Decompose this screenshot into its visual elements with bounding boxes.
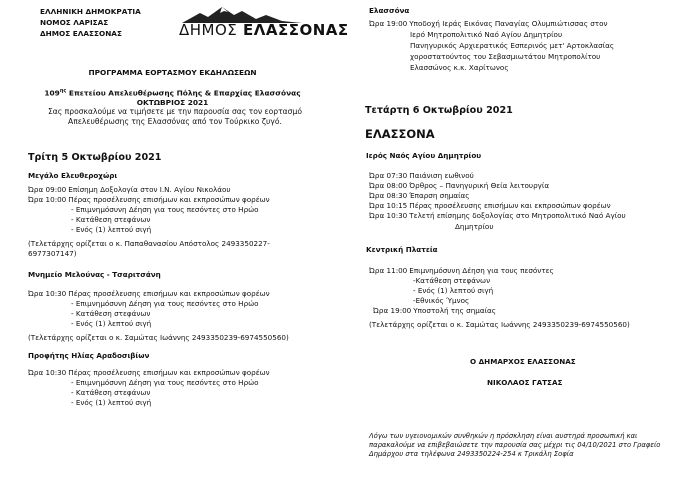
- city-heading: ΕΛΑΣΣΟΝΑ: [365, 127, 435, 141]
- contact-line: (Τελετάρχης ορίζεται ο κ. Σαμώτας Ιωάννης 2493350239-6974550560): [28, 333, 289, 342]
- schedule-row: [28, 289, 270, 298]
- time-label: Ώρα: [369, 181, 385, 190]
- header-line: ΔΗΜΟΣ ΕΛΑΣΣΟΝΑΣ: [40, 29, 122, 38]
- event-text: Όρθρος – Πανηγυρική Θεία λειτουργία: [409, 181, 550, 190]
- contact-line: 6977307147): [28, 249, 77, 258]
- time-label: Ώρα: [28, 195, 44, 204]
- section-title: Μεγάλο Ελευθεροχώρι: [28, 171, 118, 180]
- logo-word: ΕΛΑΣΣΟΝΑΣ: [243, 21, 349, 39]
- program-title: ΠΡΟΓΡΑΜΜΑ ΕΟΡΤΑΣΜΟΥ ΕΚΔΗΛΩΣΕΩΝ: [88, 68, 257, 77]
- schedule-row: [28, 195, 270, 204]
- time-value: 10:00: [45, 195, 67, 204]
- signatory-role: Ο ΔΗΜΑΡΧΟΣ ΕΛΑΣΣΟΝΑΣ: [470, 357, 576, 366]
- event-item: - Ενός (1) λεπτού σιγή: [71, 398, 152, 407]
- event-item: -Εθνικός Ύμνος: [413, 296, 470, 305]
- time-label: Ώρα: [373, 306, 389, 315]
- header-line: ΕΛΛΗΝΙΚΗ ΔΗΜΟΚΡΑΤΙΑ: [40, 7, 141, 16]
- event-item: - Επιμνημόσυνη Δέηση για τους πεσόντες στο Ηρώο: [71, 205, 259, 214]
- time-value: 10:30: [45, 368, 67, 377]
- schedule-row: [369, 171, 474, 180]
- event-text: Πέρας προσέλευσης επισήμων και εκπροσώπων φορέων: [68, 195, 270, 204]
- event-text: Επιμνημόσυνη Δέηση για τους πεσόντες: [409, 266, 554, 275]
- invitation-line: Απελευθέρωσης της Ελασσόνας από τον Τούρκικο ζυγό.: [68, 117, 282, 126]
- time-label: Ώρα: [369, 211, 385, 220]
- header-line: ΝΟΜΟΣ ΛΑΡΙΣΑΣ: [40, 18, 109, 27]
- time-label: Ώρα: [28, 368, 44, 377]
- event-item: χοροστατούντος του Σεβασμιωτάτου Μητροπολίτου: [410, 52, 601, 61]
- time-label: Ώρα: [28, 185, 44, 194]
- ordinal-suffix: ης: [59, 88, 67, 94]
- time-value: 08:30: [386, 191, 408, 200]
- section-title: Κεντρική Πλατεία: [366, 245, 438, 254]
- time-label: Ώρα: [369, 19, 385, 28]
- time-value: 07:30: [386, 171, 408, 180]
- event-item: Πανηγυρικός Αρχιερατικός Εσπερινός μετ' Αρτοκλασίας: [410, 41, 615, 50]
- schedule-row: [369, 19, 608, 28]
- event-item: - Ενός (1) λεπτού σιγή: [413, 286, 494, 295]
- section-title: Ιερός Ναός Αγίου Δημητρίου: [366, 151, 482, 160]
- time-value: 09:00: [45, 185, 67, 194]
- issuer-header: [40, 6, 141, 39]
- logo-word: ΔΗΜΟΣ: [179, 21, 238, 39]
- schedule-row: [369, 266, 554, 275]
- invitation-text: [20, 107, 330, 127]
- time-label: Ώρα: [369, 266, 385, 275]
- time-value: 19:00: [390, 306, 412, 315]
- event-item: - Κατάθεση στεφάνων: [71, 388, 151, 397]
- day2-title: Τετάρτη 6 Οκτωβρίου 2021: [365, 105, 513, 116]
- footnote-line: παρακαλούμε να επιβεβαιώσετε την παρουσία σας μέχρι τις 04/10/2021 στο Γραφείο: [369, 441, 661, 449]
- time-value: 08:00: [386, 181, 408, 190]
- anniversary-number: 109: [44, 88, 60, 98]
- time-value: 11:00: [386, 266, 408, 275]
- schedule-row: [369, 211, 626, 220]
- section-title: Μνημείο Μελούνας - Τσαριτσάνη: [28, 270, 161, 279]
- event-text: Πέρας προσέλευσης επισήμων και εκπροσώπων φορέων: [409, 201, 611, 210]
- event-text: Πέρας προσέλευσης επισήμων και εκπροσώπων φορέων: [68, 368, 270, 377]
- event-text: Τελετή επίσημης δοξολογίας στο Μητροπολιτικό Ναό Αγίου: [409, 211, 626, 220]
- contact-line: (Τελετάρχης ορίζεται ο κ. Σαμώτας Ιωάννης 2493350239-6974550560): [369, 320, 630, 329]
- schedule-row: [28, 185, 231, 194]
- day1-title: Τρίτη 5 Οκτωβρίου 2021: [28, 152, 162, 163]
- event-item: Ελασσώνος κ.κ. Χαρίτωνος: [410, 63, 509, 72]
- time-label: Ώρα: [369, 201, 385, 210]
- schedule-row: [369, 181, 549, 190]
- event-text: Υποστολή της σημαίας: [413, 306, 496, 315]
- municipality-logo: [152, 4, 349, 42]
- event-item: - Επιμνημόσυνη Δέηση για τους πεσόντες στο Ηρώο: [71, 299, 259, 308]
- event-item: - Ενός (1) λεπτού σιγή: [71, 319, 152, 328]
- event-text: Πέρας προσέλευσης επισήμων και εκπροσώπων φορέων: [68, 289, 270, 298]
- time-value: 10:30: [386, 211, 408, 220]
- footnote-line: Δημάρχου στα τηλέφωνα 2493350224-254 κ Τρικάλη Σοφία: [369, 450, 574, 458]
- schedule-row: [28, 368, 270, 377]
- time-value: 10:30: [45, 289, 67, 298]
- event-text: Έπαρση σημαίας: [409, 191, 470, 200]
- time-label: Ώρα: [28, 289, 44, 298]
- schedule-row: [369, 191, 470, 200]
- time-value: 10:15: [386, 201, 408, 210]
- time-label: Ώρα: [369, 191, 385, 200]
- invitation-line: Σας προσκαλούμε να τιμήσετε με την παρουσία σας τον εορτασμό: [48, 107, 302, 116]
- event-text: Υποδοχή Ιεράς Εικόνας Παναγίας Ολυμπιώτισσας στον: [409, 19, 608, 28]
- event-text: Παιάνιση εωθινού: [409, 171, 474, 180]
- time-value: 19:00: [386, 19, 408, 28]
- event-item: Ιερό Μητροπολιτικό Ναό Αγίου Δημητρίου: [410, 30, 563, 39]
- program-subtitle: [0, 86, 345, 108]
- event-item: -Κατάθεση στεφάνων: [413, 276, 491, 285]
- event-item: Δημητρίου: [455, 222, 494, 231]
- signatory-name: ΝΙΚΟΛΑΟΣ ΓΑΤΣΑΣ: [487, 378, 563, 387]
- section-title: Προφήτης Ηλίας Αραδοσιβίων: [28, 351, 150, 360]
- schedule-row: [369, 201, 611, 210]
- schedule-row: [373, 306, 496, 315]
- time-label: Ώρα: [369, 171, 385, 180]
- footnote-line: Λόγω των υγειονομικών συνθηκών η πρόσκληση είναι αυστηρά προσωπική και: [369, 432, 638, 440]
- anniversary-text: Επετείου Απελευθέρωσης Πόλης & Επαρχίας Ελασσόνας: [66, 88, 301, 98]
- section-title: Ελασσόνα: [369, 6, 410, 15]
- event-item: - Κατάθεση στεφάνων: [71, 309, 151, 318]
- event-text: Επίσημη Δοξολογία στον Ι.Ν. Αγίου Νικολάου: [68, 185, 231, 194]
- event-item: - Επιμνημόσυνη Δέηση για τους πεσόντες στο Ηρώο: [71, 378, 259, 387]
- contact-line: (Τελετάρχης ορίζεται ο κ. Παπαθανασίου Απόστολος 2493350227-: [28, 239, 270, 248]
- event-item: - Ενός (1) λεπτού σιγή: [71, 225, 152, 234]
- footnote: [369, 432, 694, 459]
- program-month: ΟΚΤΩΒΡΙΟΣ 2021: [136, 98, 209, 108]
- event-item: - Κατάθεση στεφάνων: [71, 215, 151, 224]
